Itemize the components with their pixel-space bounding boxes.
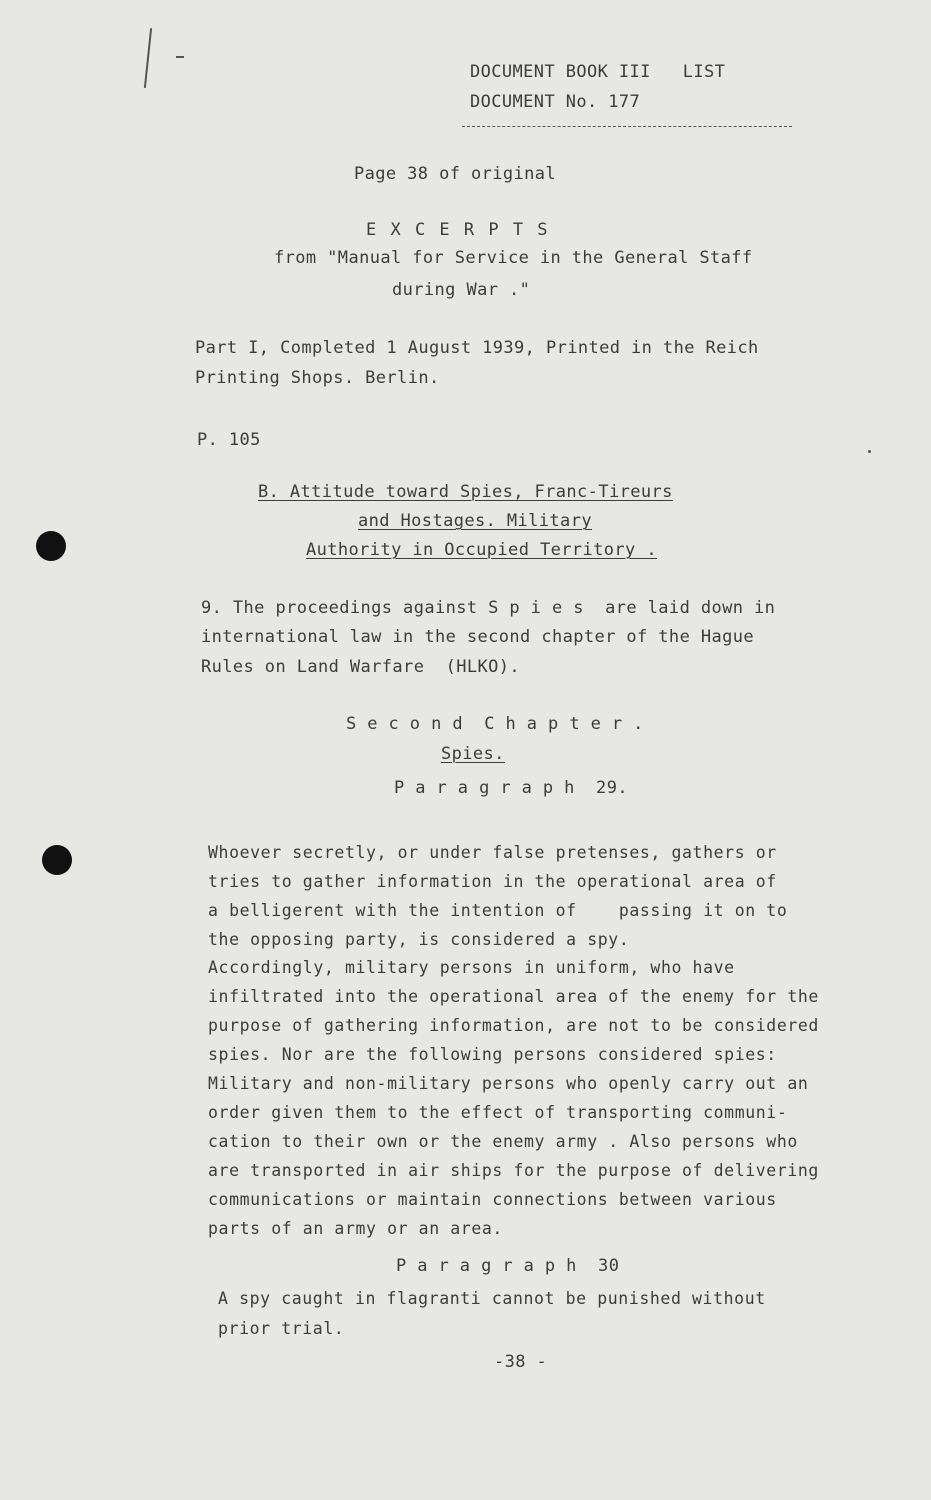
document-number: DOCUMENT No. 177 [470,92,641,112]
paragraph-29-line: a belligerent with the intention of passing it on to [208,901,788,920]
paragraph-29-line: spies. Nor are the following persons considered spies: [208,1045,777,1064]
paragraph-30-heading: P a r a g r a p h 30 [396,1256,620,1276]
part-info-line1: Part I, Completed 1 August 1939, Printed in the Reich [195,338,759,358]
paragraph-29-line: infiltrated into the operational area of the enemy for the [208,987,819,1006]
paragraph-29-line: Whoever secretly, or under false pretenses, gathers or [208,843,777,862]
paragraph-29-heading: P a r a g r a p h 29. [394,778,628,798]
paragraph-29-line: Military and non-military persons who openly carry out an [208,1074,809,1093]
paragraph-29-line: communications or maintain connections between various [208,1190,777,1209]
punch-hole-top [36,531,66,561]
paragraph-29-line: the opposing party, is considered a spy. [208,930,630,949]
paragraph-29-line: parts of an army or an area. [208,1219,503,1238]
punch-hole-bottom [42,845,72,875]
para9-line2: international law in the second chapter of the Hague [201,627,755,647]
section-heading-line1: B. Attitude toward Spies, Franc-Tireurs [258,482,673,502]
paragraph-30-line: prior trial. [218,1319,345,1338]
margin-mark [144,28,152,88]
manual-title-line1: from "Manual for Service in the General Staff [274,248,753,268]
para9-line3: Rules on Land Warfare (HLKO). [201,657,521,677]
paragraph-29-line: Accordingly, military persons in uniform, who have [208,958,735,977]
paragraph-29-line: tries to gather information in the operational area of [208,872,777,891]
paragraph-29-line: purpose of gathering information, are not to be considered [208,1016,819,1035]
header-rule [462,126,792,127]
paragraph-30-line: A spy caught in flagranti cannot be punished without [218,1289,766,1308]
page-footer-number: -38 - [494,1352,548,1372]
paragraph-29-line: are transported in air ships for the purpose of delivering [208,1161,819,1180]
speck [868,450,871,453]
margin-dash [176,56,184,58]
page-reference: Page 38 of original [354,164,557,184]
source-page-number: P. 105 [197,430,261,450]
section-heading-line2: and Hostages. Military [358,511,592,531]
chapter-heading: S e c o n d C h a p t e r . [346,714,644,734]
paragraph-29-line: order given them to the effect of transporting communi- [208,1103,788,1122]
chapter-subtitle: Spies. [441,744,505,764]
document-book-header: DOCUMENT BOOK III LIST [470,62,726,82]
excerpts-title: E X C E R P T S [366,220,550,240]
part-info-line2: Printing Shops. Berlin. [195,368,440,388]
para9-line1: 9. The proceedings against S p i e s are laid down in [201,598,776,618]
paragraph-29-line: cation to their own or the enemy army . Also persons who [208,1132,798,1151]
section-heading-line3: Authority in Occupied Territory . [306,540,657,560]
manual-title-line2: during War ." [392,280,531,300]
